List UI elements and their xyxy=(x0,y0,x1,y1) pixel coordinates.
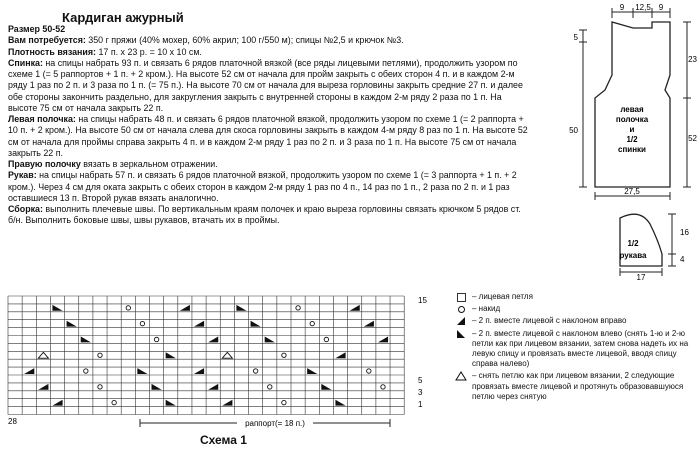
sleeve-label-line-1: 1/2 xyxy=(627,239,639,248)
dim-top-3: 9 xyxy=(658,3,664,12)
chart-stitch-symbol-1 xyxy=(126,306,130,310)
legend-item-sk2p: – снять петлю как при лицевом вязании, 2 следующие провязать вместе лицевой и протянуть образовавшуюся петлю через снятую xyxy=(450,371,698,402)
chart-stitch-symbol-27 xyxy=(194,368,204,374)
stitch-chart xyxy=(0,288,445,433)
chart-stitch-number-28: 28 xyxy=(8,417,17,426)
chart-stitch-symbol-14 xyxy=(208,337,218,343)
left-slant-icon xyxy=(456,329,466,339)
dim-top-1: 9 xyxy=(619,3,625,12)
pattern-label-line-3: и xyxy=(629,125,635,134)
legend xyxy=(450,292,698,404)
legend-item-k2tog-right: – 2 п. вместе лицевой с наклоном вправо xyxy=(450,316,698,326)
paragraph-sleeve: Рукав: на спицы набрать 57 п. и связать 6 рядов платочной вязкой, продолжить узором по схеме 1 (= 3 раппорта + 1 п. + 2 кром.). Через 4 см для оката закрыть с обеих сторон в каждом 2-м ряду 1 раз по 4 п., 14 раз по 1 п., 2 раза по 2 п. и 1 раз оставшиеся 13 п. Второй рукав вязать аналогично. xyxy=(8,170,517,203)
paragraph-back: Спинка: на спицы набрать 93 п. и связать 6 рядов платочной вязкой (все ряды лицевыми петлями), продолжить узором по схеме 1 (= 5 раппортов + 1 п. + 2 кром.). На высоте 52 см от начала для пройм закрыть с обеих сторон 4 п. и в каждом 2-м ряду 1 раз по 2 п. и 3 раза по 1 п. (= 75 п.). На высоте 70 см от начала для выреза горловины закрыть средние 27 п. и далее обе стороны закончить раздельно, для закругления закрыть с внутренней стороны в каждом 2-м ряду 2 раза по 1 п. На высоте 75 см от начала закрыть 22 п. xyxy=(8,57,523,113)
back-front-pattern xyxy=(565,0,700,200)
chart-stitch-symbol-13 xyxy=(154,337,158,341)
chart-stitch-symbol-12 xyxy=(81,337,91,343)
sleeve-dim-16: 16 xyxy=(680,228,689,237)
chart-stitch-symbol-37 xyxy=(381,385,385,389)
chart-stitch-symbol-40 xyxy=(166,400,176,406)
size-line: Размер 50-52 xyxy=(8,24,66,34)
sleeve-dim-4: 4 xyxy=(680,255,685,264)
legend-item-k2tog-left: – 2 п. вместе лицевой с наклоном влево (снять 1-ю и 2-ю петли как при лицевом вязании, затем снова надеть их на левую спицу и провязать вместе лицевой, вводя спицу справа налево) xyxy=(450,329,698,370)
sleeve-dim-17: 17 xyxy=(636,273,646,280)
chart-stitch-symbol-28 xyxy=(253,369,257,373)
chart-stitch-symbol-15 xyxy=(265,337,275,343)
chart-stitch-symbol-21 xyxy=(222,352,232,358)
chart-stitch-symbol-20 xyxy=(166,352,176,358)
chart-row-number-3: 3 xyxy=(418,388,423,397)
chart-stitch-symbol-35 xyxy=(268,385,272,389)
chart-row-number-5: 5 xyxy=(418,376,423,385)
pattern-label-line-5: спинки xyxy=(618,145,646,154)
chart-row-number-15: 15 xyxy=(418,296,427,305)
chart-stitch-symbol-8 xyxy=(194,321,204,327)
chart-stitch-symbol-17 xyxy=(378,337,388,343)
chart-stitch-symbol-16 xyxy=(324,337,328,341)
chart-stitch-symbol-0 xyxy=(52,305,62,311)
legend-item-yarn-over: – накид xyxy=(450,304,698,314)
chart-stitch-symbol-39 xyxy=(112,400,116,404)
right-slant-icon xyxy=(456,316,466,326)
chart-stitch-symbol-9 xyxy=(251,321,261,327)
chart-stitch-symbol-18 xyxy=(38,352,48,358)
paragraph-right-front: Правую полочку вязать в зеркальном отражении. xyxy=(8,159,218,169)
paragraph-gauge: Плотность вязания: 17 п. х 23 р. = 10 х 10 см. xyxy=(8,46,202,57)
chart-stitch-symbol-10 xyxy=(310,321,314,325)
chart-stitch-symbol-6 xyxy=(67,321,77,327)
chart-stitch-symbol-19 xyxy=(98,353,102,357)
chart-stitch-symbol-34 xyxy=(208,384,218,390)
chart-stitch-symbol-7 xyxy=(140,321,144,325)
triangle-icon xyxy=(455,371,467,381)
chart-stitch-symbol-5 xyxy=(350,305,360,311)
pattern-label-line-2: полочка xyxy=(615,115,649,124)
pattern-label-line-4: 1/2 xyxy=(626,135,638,144)
chart-stitch-symbol-32 xyxy=(98,385,102,389)
dim-bottom: 27,5 xyxy=(624,187,640,196)
chart-stitch-symbol-24 xyxy=(24,368,34,374)
chart-stitch-symbol-38 xyxy=(52,400,62,406)
sleeve-pattern xyxy=(610,205,700,280)
chart-stitch-symbol-36 xyxy=(321,384,331,390)
chart-stitch-symbol-4 xyxy=(296,306,300,310)
chart-stitch-symbol-26 xyxy=(137,368,147,374)
chart-stitch-symbol-43 xyxy=(335,400,345,406)
chart-title: Схема 1 xyxy=(200,433,247,447)
page-title: Кардиган ажурный xyxy=(62,10,184,25)
chart-stitch-symbol-11 xyxy=(364,321,374,327)
dim-top-2: 12,5 xyxy=(635,3,651,12)
chart-stitch-symbol-25 xyxy=(84,369,88,373)
chart-stitch-symbol-29 xyxy=(307,368,317,374)
instructions xyxy=(8,24,530,227)
chart-row-number-1: 1 xyxy=(418,400,423,409)
chart-stitch-symbol-22 xyxy=(282,353,286,357)
legend-item-knit: – лицевая петля xyxy=(450,292,698,302)
dim-right-52: 52 xyxy=(688,134,697,143)
dim-right-23: 23 xyxy=(688,55,697,64)
chart-stitch-symbol-33 xyxy=(152,384,162,390)
chart-stitch-symbol-30 xyxy=(367,369,371,373)
pattern-label-line-1: левая xyxy=(620,105,644,114)
rapport-label: раппорт(= 18 п.) xyxy=(245,419,305,428)
dot-icon xyxy=(458,306,465,313)
chart-stitch-symbol-42 xyxy=(282,400,286,404)
chart-stitch-symbol-2 xyxy=(180,305,190,311)
paragraph-materials: Вам потребуется: 350 г пряжи (40% мохер, 60% акрил; 100 г/550 м); спицы №2,5 и крючок №3. xyxy=(8,35,404,46)
dim-left-5: 5 xyxy=(573,33,578,42)
chart-stitch-symbol-31 xyxy=(38,384,48,390)
paragraph-assembly: Сборка: выполнить плечевые швы. По вертикальным краям полочек и краю выреза горловины связать крючком 5 рядов ст. б/н. Выполнить боковые швы, швы рукавов, втачать их в проймы. xyxy=(8,204,521,226)
dim-left-50: 50 xyxy=(569,126,578,135)
chart-stitch-symbol-41 xyxy=(222,400,232,406)
sleeve-label-line-2: рукава xyxy=(619,251,647,260)
box-icon xyxy=(457,293,466,302)
chart-stitch-symbol-3 xyxy=(236,305,246,311)
paragraph-left-front: Левая полочка: на спицы набрать 48 п. и связать 6 рядов платочной вязкой, продолжить узором по схеме 1 (= 2 раппорта + 10 п. + 2 кром.). На высоте 50 см от начала слева для скоса горловины закрыть в каждом 4-м ряду 8 раз по 1 п. На высоте 52 см от начала для проймы справа закрыть 4 п. и в каждом 2-м ряду 1 раз по 2 п. и 3 раза по 1 п. На высоте 75 см от начала закрыть 22 п. xyxy=(8,114,528,158)
chart-stitch-symbol-23 xyxy=(335,352,345,358)
